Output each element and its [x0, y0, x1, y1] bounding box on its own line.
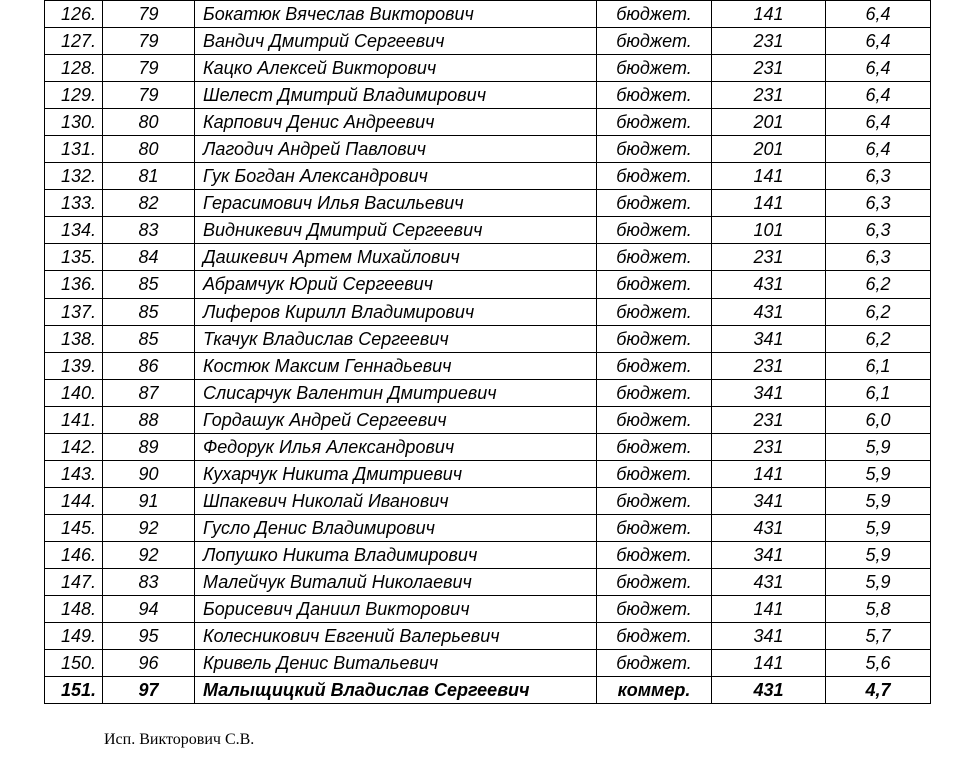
rank-position-cell: 79: [103, 1, 195, 28]
rank-position-cell: 86: [103, 352, 195, 379]
group-number-cell: 231: [712, 244, 826, 271]
table-row: [45, 677, 931, 704]
rank-position-cell: 84: [103, 244, 195, 271]
average-score-cell: 6,4: [826, 28, 931, 55]
funding-type-cell: бюджет.: [597, 460, 712, 487]
average-score-cell: 5,7: [826, 623, 931, 650]
funding-type-cell: бюджет.: [597, 298, 712, 325]
rank-position-cell: 85: [103, 298, 195, 325]
funding-type-cell: бюджет.: [597, 136, 712, 163]
funding-type-cell: бюджет.: [597, 541, 712, 568]
row-number-cell: 144.: [45, 487, 103, 514]
student-name-cell: Герасимович Илья Васильевич: [195, 190, 597, 217]
rank-position-cell: 79: [103, 82, 195, 109]
average-score-cell: 6,4: [826, 1, 931, 28]
row-number-cell: 149.: [45, 623, 103, 650]
rank-position-cell: 80: [103, 136, 195, 163]
group-number-cell: 141: [712, 1, 826, 28]
average-score-cell: 6,4: [826, 55, 931, 82]
ranking-table-body: [45, 1, 931, 704]
funding-type-cell: бюджет.: [597, 623, 712, 650]
row-number-cell: 133.: [45, 190, 103, 217]
average-score-cell: 6,2: [826, 298, 931, 325]
table-row: [45, 568, 931, 595]
student-name-cell: Ткачук Владислав Сергеевич: [195, 325, 597, 352]
student-name-cell: Шелест Дмитрий Владимирович: [195, 82, 597, 109]
student-name-cell: Абрамчук Юрий Сергеевич: [195, 271, 597, 298]
table-row: [45, 325, 931, 352]
funding-type-cell: бюджет.: [597, 352, 712, 379]
table-row: [45, 298, 931, 325]
table-row: [45, 55, 931, 82]
ranking-sheet: [44, 0, 930, 704]
group-number-cell: 431: [712, 677, 826, 704]
funding-type-cell: бюджет.: [597, 109, 712, 136]
table-row: [45, 623, 931, 650]
average-score-cell: 5,6: [826, 650, 931, 677]
average-score-cell: 6,2: [826, 325, 931, 352]
group-number-cell: 231: [712, 406, 826, 433]
group-number-cell: 341: [712, 487, 826, 514]
student-name-cell: Федорук Илья Александрович: [195, 433, 597, 460]
table-row: [45, 514, 931, 541]
table-row: [45, 487, 931, 514]
student-name-cell: Дашкевич Артем Михайлович: [195, 244, 597, 271]
rank-position-cell: 87: [103, 379, 195, 406]
group-number-cell: 431: [712, 514, 826, 541]
student-name-cell: Бокатюк Вячеслав Викторович: [195, 1, 597, 28]
funding-type-cell: бюджет.: [597, 217, 712, 244]
row-number-cell: 148.: [45, 596, 103, 623]
row-number-cell: 126.: [45, 1, 103, 28]
student-name-cell: Лиферов Кирилл Владимирович: [195, 298, 597, 325]
rank-position-cell: 85: [103, 271, 195, 298]
rank-position-cell: 89: [103, 433, 195, 460]
row-number-cell: 145.: [45, 514, 103, 541]
average-score-cell: 6,3: [826, 217, 931, 244]
group-number-cell: 231: [712, 55, 826, 82]
group-number-cell: 341: [712, 325, 826, 352]
average-score-cell: 5,9: [826, 514, 931, 541]
table-row: [45, 596, 931, 623]
student-name-cell: Гордашук Андрей Сергеевич: [195, 406, 597, 433]
average-score-cell: 6,3: [826, 163, 931, 190]
ranking-table: [44, 0, 931, 704]
table-row: [45, 460, 931, 487]
student-name-cell: Лагодич Андрей Павлович: [195, 136, 597, 163]
row-number-cell: 135.: [45, 244, 103, 271]
group-number-cell: 141: [712, 596, 826, 623]
group-number-cell: 431: [712, 568, 826, 595]
table-row: [45, 650, 931, 677]
rank-position-cell: 83: [103, 217, 195, 244]
group-number-cell: 201: [712, 109, 826, 136]
funding-type-cell: бюджет.: [597, 325, 712, 352]
table-row: [45, 190, 931, 217]
group-number-cell: 231: [712, 433, 826, 460]
student-name-cell: Гук Богдан Александрович: [195, 163, 597, 190]
row-number-cell: 127.: [45, 28, 103, 55]
table-row: [45, 136, 931, 163]
student-name-cell: Костюк Максим Геннадьевич: [195, 352, 597, 379]
funding-type-cell: бюджет.: [597, 271, 712, 298]
table-row: [45, 217, 931, 244]
group-number-cell: 341: [712, 623, 826, 650]
row-number-cell: 146.: [45, 541, 103, 568]
rank-position-cell: 85: [103, 325, 195, 352]
rank-position-cell: 90: [103, 460, 195, 487]
funding-type-cell: бюджет.: [597, 487, 712, 514]
table-row: [45, 433, 931, 460]
row-number-cell: 147.: [45, 568, 103, 595]
group-number-cell: 141: [712, 163, 826, 190]
average-score-cell: 6,4: [826, 109, 931, 136]
average-score-cell: 6,1: [826, 379, 931, 406]
row-number-cell: 141.: [45, 406, 103, 433]
row-number-cell: 143.: [45, 460, 103, 487]
average-score-cell: 6,4: [826, 136, 931, 163]
student-name-cell: Малыщицкий Владислав Сергеевич: [195, 677, 597, 704]
rank-position-cell: 88: [103, 406, 195, 433]
funding-type-cell: бюджет.: [597, 568, 712, 595]
average-score-cell: 6,3: [826, 190, 931, 217]
row-number-cell: 134.: [45, 217, 103, 244]
funding-type-cell: бюджет.: [597, 55, 712, 82]
table-row: [45, 271, 931, 298]
row-number-cell: 140.: [45, 379, 103, 406]
rank-position-cell: 80: [103, 109, 195, 136]
group-number-cell: 431: [712, 298, 826, 325]
funding-type-cell: бюджет.: [597, 406, 712, 433]
table-row: [45, 406, 931, 433]
row-number-cell: 137.: [45, 298, 103, 325]
funding-type-cell: бюджет.: [597, 82, 712, 109]
table-row: [45, 163, 931, 190]
funding-type-cell: бюджет.: [597, 28, 712, 55]
funding-type-cell: бюджет.: [597, 379, 712, 406]
table-row: [45, 109, 931, 136]
funding-type-cell: коммер.: [597, 677, 712, 704]
average-score-cell: 6,2: [826, 271, 931, 298]
rank-position-cell: 92: [103, 541, 195, 568]
rank-position-cell: 91: [103, 487, 195, 514]
rank-position-cell: 79: [103, 55, 195, 82]
table-row: [45, 541, 931, 568]
average-score-cell: 6,1: [826, 352, 931, 379]
group-number-cell: 431: [712, 271, 826, 298]
student-name-cell: Кацко Алексей Викторович: [195, 55, 597, 82]
funding-type-cell: бюджет.: [597, 244, 712, 271]
student-name-cell: Видникевич Дмитрий Сергеевич: [195, 217, 597, 244]
funding-type-cell: бюджет.: [597, 163, 712, 190]
funding-type-cell: бюджет.: [597, 433, 712, 460]
rank-position-cell: 92: [103, 514, 195, 541]
table-row: [45, 379, 931, 406]
funding-type-cell: бюджет.: [597, 190, 712, 217]
rank-position-cell: 97: [103, 677, 195, 704]
student-name-cell: Вандич Дмитрий Сергеевич: [195, 28, 597, 55]
row-number-cell: 139.: [45, 352, 103, 379]
rank-position-cell: 79: [103, 28, 195, 55]
group-number-cell: 141: [712, 650, 826, 677]
table-row: [45, 352, 931, 379]
average-score-cell: 5,9: [826, 541, 931, 568]
student-name-cell: Гусло Денис Владимирович: [195, 514, 597, 541]
group-number-cell: 231: [712, 82, 826, 109]
row-number-cell: 130.: [45, 109, 103, 136]
row-number-cell: 129.: [45, 82, 103, 109]
row-number-cell: 151.: [45, 677, 103, 704]
row-number-cell: 128.: [45, 55, 103, 82]
group-number-cell: 201: [712, 136, 826, 163]
student-name-cell: Слисарчук Валентин Дмитриевич: [195, 379, 597, 406]
executor-note: Исп. Викторович С.В.: [104, 731, 255, 748]
funding-type-cell: бюджет.: [597, 514, 712, 541]
student-name-cell: Борисевич Даниил Викторович: [195, 596, 597, 623]
student-name-cell: Малейчук Виталий Николаевич: [195, 568, 597, 595]
row-number-cell: 142.: [45, 433, 103, 460]
average-score-cell: 5,9: [826, 460, 931, 487]
average-score-cell: 6,4: [826, 82, 931, 109]
average-score-cell: 5,9: [826, 568, 931, 595]
average-score-cell: 6,3: [826, 244, 931, 271]
student-name-cell: Кривель Денис Витальевич: [195, 650, 597, 677]
row-number-cell: 150.: [45, 650, 103, 677]
group-number-cell: 141: [712, 190, 826, 217]
group-number-cell: 341: [712, 379, 826, 406]
average-score-cell: 6,0: [826, 406, 931, 433]
group-number-cell: 231: [712, 352, 826, 379]
funding-type-cell: бюджет.: [597, 650, 712, 677]
student-name-cell: Шпакевич Николай Иванович: [195, 487, 597, 514]
row-number-cell: 131.: [45, 136, 103, 163]
student-name-cell: Колесникович Евгений Валерьевич: [195, 623, 597, 650]
group-number-cell: 141: [712, 460, 826, 487]
rank-position-cell: 82: [103, 190, 195, 217]
student-name-cell: Лопушко Никита Владимирович: [195, 541, 597, 568]
average-score-cell: 5,9: [826, 433, 931, 460]
funding-type-cell: бюджет.: [597, 1, 712, 28]
funding-type-cell: бюджет.: [597, 596, 712, 623]
student-name-cell: Карпович Денис Андреевич: [195, 109, 597, 136]
rank-position-cell: 95: [103, 623, 195, 650]
average-score-cell: 4,7: [826, 677, 931, 704]
row-number-cell: 136.: [45, 271, 103, 298]
table-row: [45, 244, 931, 271]
rank-position-cell: 94: [103, 596, 195, 623]
row-number-cell: 132.: [45, 163, 103, 190]
rank-position-cell: 96: [103, 650, 195, 677]
group-number-cell: 341: [712, 541, 826, 568]
rank-position-cell: 81: [103, 163, 195, 190]
table-row: [45, 82, 931, 109]
row-number-cell: 138.: [45, 325, 103, 352]
average-score-cell: 5,9: [826, 487, 931, 514]
average-score-cell: 5,8: [826, 596, 931, 623]
rank-position-cell: 83: [103, 568, 195, 595]
student-name-cell: Кухарчук Никита Дмитриевич: [195, 460, 597, 487]
group-number-cell: 101: [712, 217, 826, 244]
table-row: [45, 1, 931, 28]
table-row: [45, 28, 931, 55]
group-number-cell: 231: [712, 28, 826, 55]
